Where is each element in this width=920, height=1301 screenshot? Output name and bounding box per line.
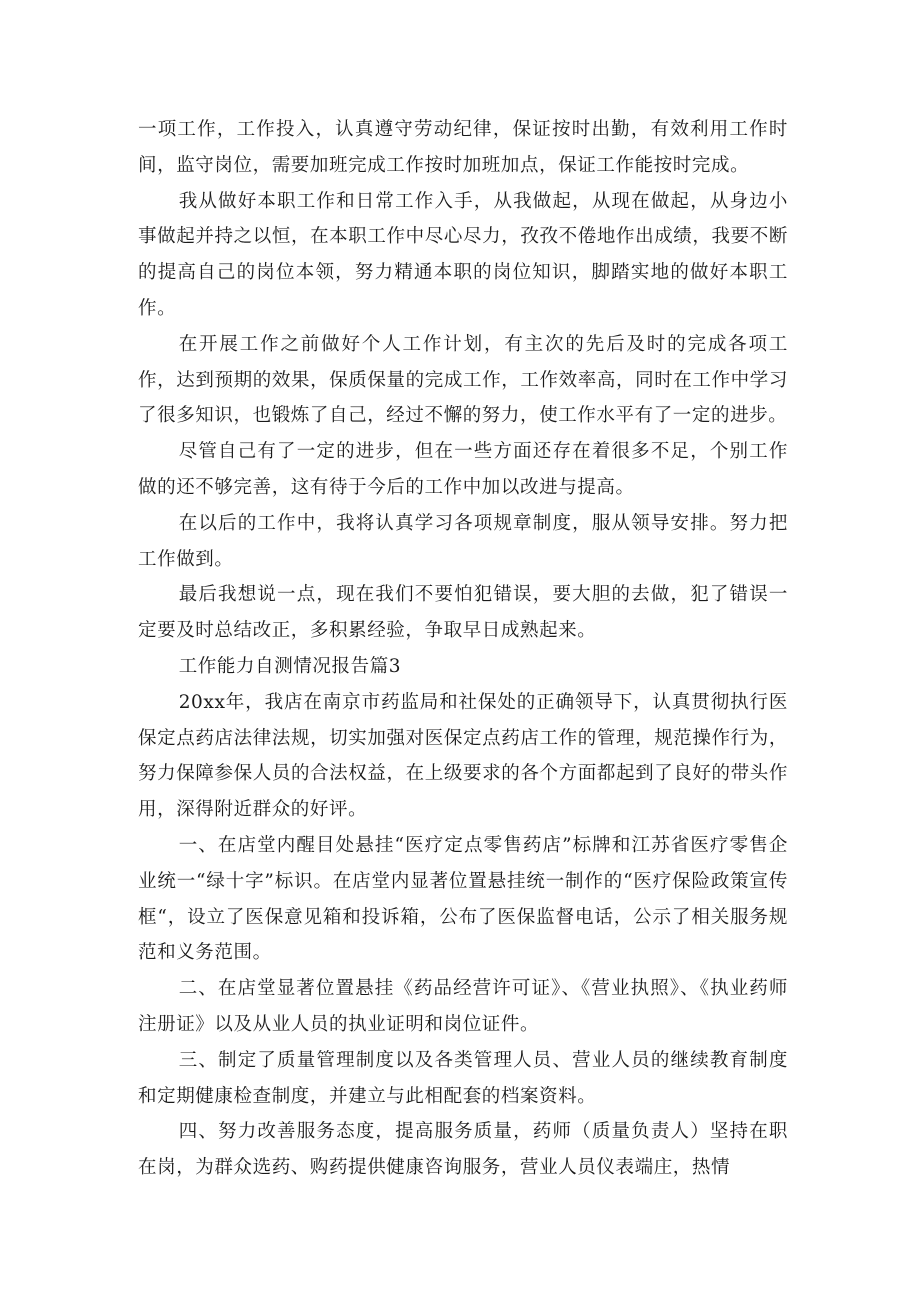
paragraph-11: 三、制定了质量管理制度以及各类管理人员、营业人员的继续教育制度和定期健康检查制度，并建立与此相配套的档案资料。 — [138, 1049, 788, 1107]
section-heading: 工作能力自测情况报告篇3 — [178, 655, 402, 677]
paragraph-6: 最后我想说一点，现在我们不要怕犯错误，要大胆的去做，犯了错误一定要及时总结改正，多积累经验，争取早日成熟起来。 — [138, 584, 788, 642]
paragraph-8: 20xx年，我店在南京市药监局和社保处的正确领导下，认真贯彻执行医保定点药店法律法规，切实加强对医保定点药店工作的管理，规范操作行为，努力保障参保人员的合法权益，在上级要求的各个方面都起到了良好的带头作用，深得附近群众的好评。 — [138, 691, 788, 821]
paragraph-10: 二、在店堂显著位置悬挂《药品经营许可证》、《营业执照》、《执业药师注册证》以及从业人员的执业证明和岗位证件。 — [138, 978, 788, 1035]
paragraph-5: 在以后的工作中，我将认真学习各项规章制度，服从领导安排。努力把工作做到。 — [138, 512, 788, 570]
paragraph-12: 四、努力改善服务态度，提高服务质量，药师（质量负责人）坚持在职在岗，为群众选药、购药提供健康咨询服务，营业人员仪表端庄，热情 — [138, 1121, 788, 1179]
document-body — [138, 112, 788, 1186]
paragraph-3: 在开展工作之前做好个人工作计划，有主次的先后及时的完成各项工作，达到预期的效果，保质保量的完成工作，工作效率高，同时在工作中学习了很多知识，也锻炼了自己，经过不懈的努力，使工作水平有了一定的进步。 — [138, 333, 788, 427]
paragraph-2: 我从做好本职工作和日常工作入手，从我做起，从现在做起，从身边小事做起并持之以恒，在本职工作中尽心尽力，孜孜不倦地作出成绩，我要不断的提高自己的岗位本领，努力精通本职的岗位知识，脚踏实地的做好本职工作。 — [138, 190, 788, 319]
paragraph-4: 尽管自己有了一定的进步，但在一些方面还存在着很多不足，个别工作做的还不够完善，这有待于今后的工作中加以改进与提高。 — [138, 441, 788, 498]
paragraph-9: 一、在店堂内醒目处悬挂“医疗定点零售药店”标牌和江苏省医疗零售企业统一“绿十字”标识。在店堂内显著位置悬挂统一制作的“医疗保险政策宣传框“，设立了医保意见箱和投诉箱，公布了医保监督电话，公示了相关服务规范和义务范围。 — [138, 834, 788, 964]
paragraph-1: 一项工作，工作投入，认真遵守劳动纪律，保证按时出勤，有效利用工作时间，监守岗位，需要加班完成工作按时加班加点，保证工作能按时完成。 — [138, 119, 788, 176]
